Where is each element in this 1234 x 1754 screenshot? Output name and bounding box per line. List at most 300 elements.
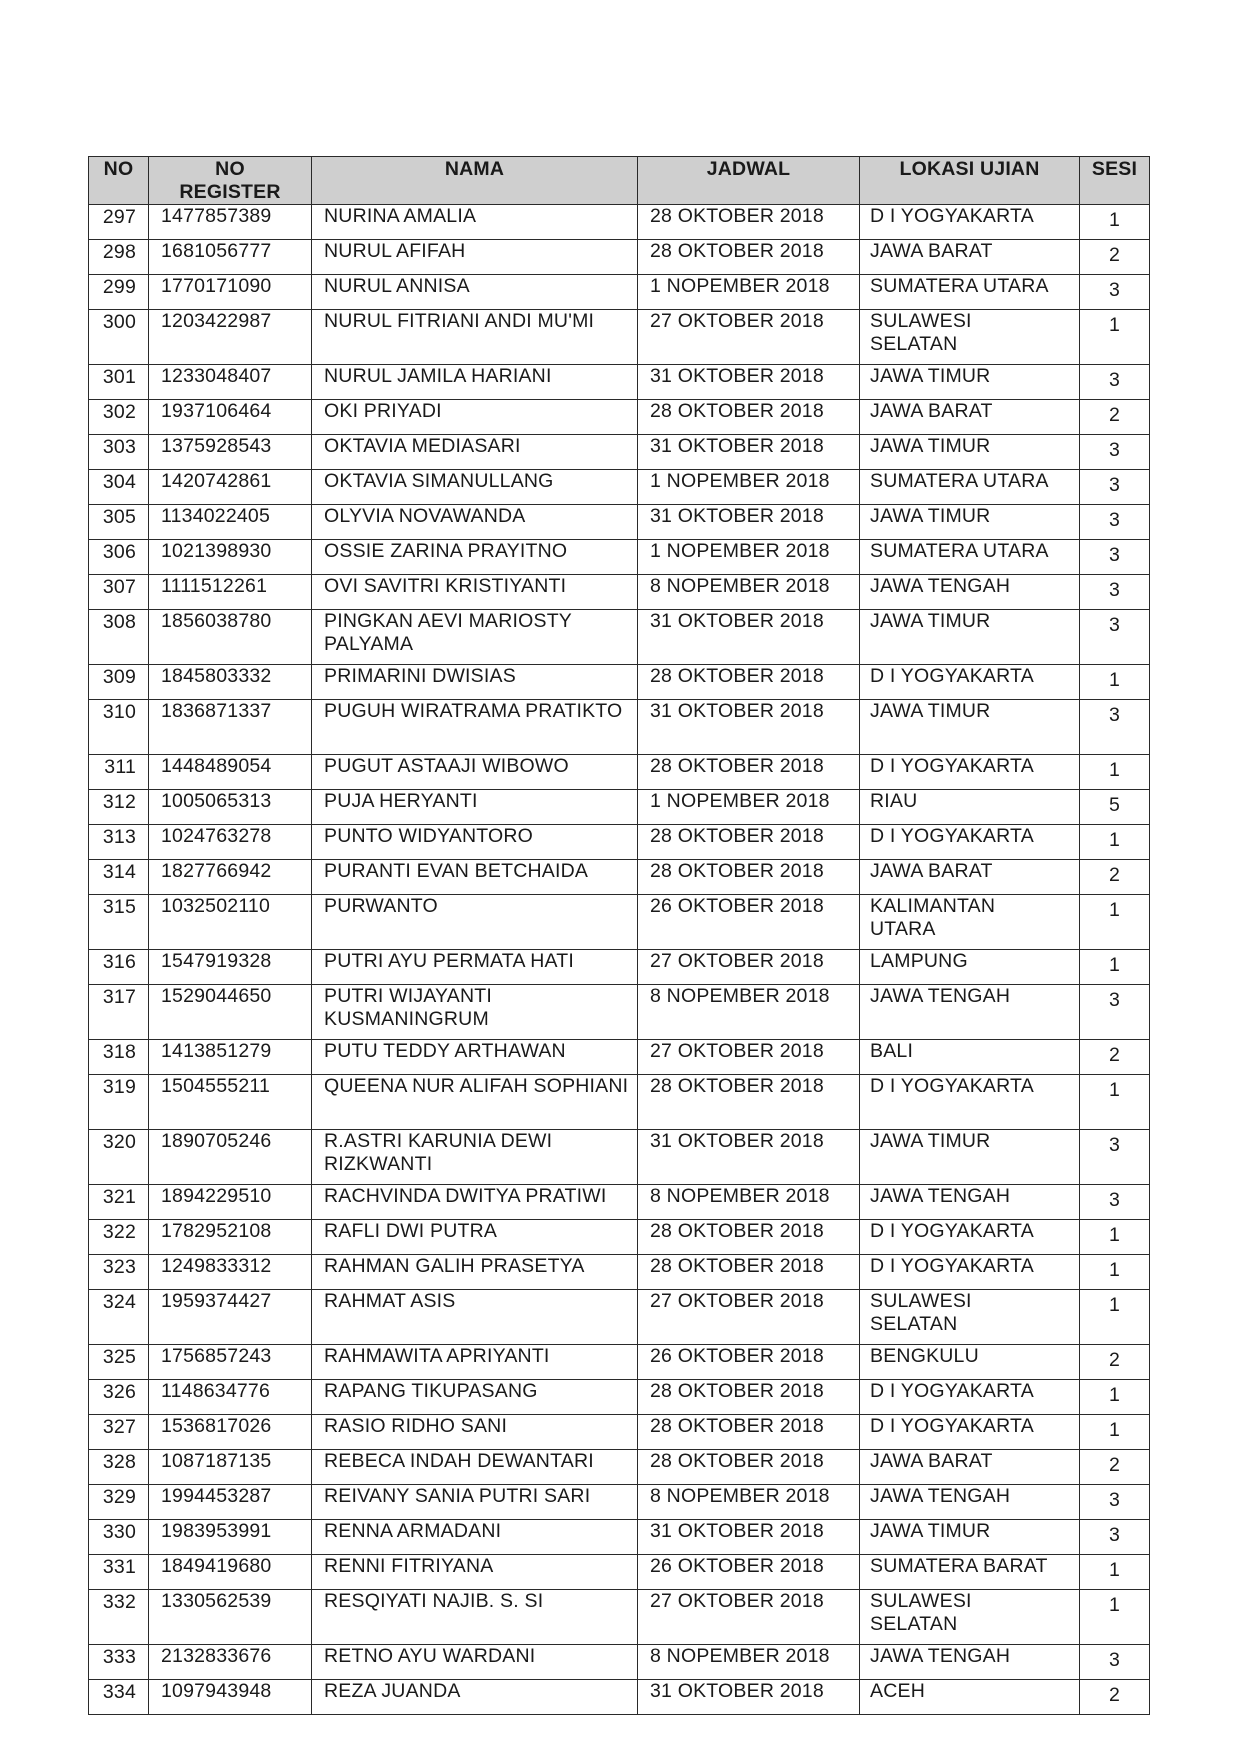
cell-nama: NURUL JAMILA HARIANI — [312, 365, 638, 400]
cell-no: 332 — [89, 1590, 149, 1645]
cell-nama: REZA JUANDA — [312, 1680, 638, 1715]
cell-lokasi-line: JAWA TIMUR — [870, 1130, 991, 1152]
cell-lokasi — [860, 950, 1080, 985]
cell-sesi: 3 — [1080, 700, 1150, 755]
cell-register: 1782952108 — [149, 1220, 312, 1255]
cell-nama: RAFLI DWI PUTRA — [312, 1220, 638, 1255]
cell-no: 309 — [89, 665, 149, 700]
cell-nama: PURWANTO — [312, 895, 638, 950]
cell-jadwal: 31 OKTOBER 2018 — [638, 1520, 860, 1555]
cell-lokasi-line: LAMPUNG — [870, 950, 968, 972]
cell-lokasi — [860, 1415, 1080, 1450]
cell-lokasi — [860, 755, 1080, 790]
table-row — [89, 1415, 1150, 1450]
cell-no: 323 — [89, 1255, 149, 1290]
cell-no: 303 — [89, 435, 149, 470]
cell-jadwal: 1 NOPEMBER 2018 — [638, 540, 860, 575]
header-register-line-2: REGISTER — [179, 181, 281, 203]
cell-no: 313 — [89, 825, 149, 860]
cell-register: 2132833676 — [149, 1645, 312, 1680]
cell-register: 1994453287 — [149, 1485, 312, 1520]
cell-register: 1856038780 — [149, 610, 312, 665]
cell-sesi: 1 — [1080, 825, 1150, 860]
table-row — [89, 240, 1150, 275]
cell-lokasi-line: SUMATERA UTARA — [870, 275, 1049, 297]
cell-register: 1770171090 — [149, 275, 312, 310]
cell-jadwal: 28 OKTOBER 2018 — [638, 1415, 860, 1450]
cell-nama: REIVANY SANIA PUTRI SARI — [312, 1485, 638, 1520]
cell-sesi: 1 — [1080, 1290, 1150, 1345]
cell-jadwal: 31 OKTOBER 2018 — [638, 505, 860, 540]
cell-jadwal: 1 NOPEMBER 2018 — [638, 470, 860, 505]
cell-lokasi-line: SULAWESI — [870, 1590, 972, 1612]
cell-lokasi-line: SELATAN — [870, 1313, 958, 1335]
cell-no: 331 — [89, 1555, 149, 1590]
cell-sesi: 3 — [1080, 540, 1150, 575]
cell-nama: NURUL ANNISA — [312, 275, 638, 310]
cell-lokasi-line: JAWA TIMUR — [870, 505, 991, 527]
cell-nama: RASIO RIDHO SANI — [312, 1415, 638, 1450]
cell-lokasi-line: SULAWESI — [870, 310, 972, 332]
cell-no: 314 — [89, 860, 149, 895]
cell-lokasi-line: JAWA TIMUR — [870, 1520, 991, 1542]
cell-sesi: 3 — [1080, 1645, 1150, 1680]
cell-lokasi — [860, 400, 1080, 435]
cell-register: 1849419680 — [149, 1555, 312, 1590]
cell-no: 321 — [89, 1185, 149, 1220]
cell-register: 1529044650 — [149, 985, 312, 1040]
table-row — [89, 505, 1150, 540]
cell-sesi: 3 — [1080, 505, 1150, 540]
cell-nama: RAHMAT ASIS — [312, 1290, 638, 1345]
cell-lokasi — [860, 1645, 1080, 1680]
cell-no: 333 — [89, 1645, 149, 1680]
cell-nama: OSSIE ZARINA PRAYITNO — [312, 540, 638, 575]
cell-lokasi — [860, 860, 1080, 895]
cell-lokasi — [860, 205, 1080, 240]
table-row — [89, 1040, 1150, 1075]
cell-register: 1021398930 — [149, 540, 312, 575]
cell-jadwal: 8 NOPEMBER 2018 — [638, 1485, 860, 1520]
cell-lokasi-line: BALI — [870, 1040, 914, 1062]
cell-sesi: 3 — [1080, 435, 1150, 470]
cell-lokasi-line: JAWA TIMUR — [870, 435, 991, 457]
cell-lokasi-line: D I YOGYAKARTA — [870, 1415, 1034, 1437]
cell-jadwal: 27 OKTOBER 2018 — [638, 1590, 860, 1645]
cell-lokasi-line: D I YOGYAKARTA — [870, 1220, 1034, 1242]
cell-jadwal: 1 NOPEMBER 2018 — [638, 275, 860, 310]
cell-sesi: 1 — [1080, 1220, 1150, 1255]
cell-no: 312 — [89, 790, 149, 825]
cell-lokasi — [860, 1520, 1080, 1555]
cell-sesi: 1 — [1080, 205, 1150, 240]
cell-register: 1413851279 — [149, 1040, 312, 1075]
cell-jadwal: 31 OKTOBER 2018 — [638, 700, 860, 755]
cell-lokasi — [860, 575, 1080, 610]
cell-lokasi-line: JAWA TENGAH — [870, 1185, 1011, 1207]
table-row — [89, 665, 1150, 700]
table-row — [89, 985, 1150, 1040]
cell-register: 1827766942 — [149, 860, 312, 895]
cell-nama: RENNI FITRIYANA — [312, 1555, 638, 1590]
table-row — [89, 610, 1150, 665]
cell-nama: PUGUT ASTAAJI WIBOWO — [312, 755, 638, 790]
cell-no: 325 — [89, 1345, 149, 1380]
cell-jadwal: 28 OKTOBER 2018 — [638, 860, 860, 895]
cell-sesi: 1 — [1080, 895, 1150, 950]
cell-jadwal: 8 NOPEMBER 2018 — [638, 1185, 860, 1220]
cell-sesi: 1 — [1080, 665, 1150, 700]
cell-no: 306 — [89, 540, 149, 575]
cell-lokasi-line: JAWA TIMUR — [870, 700, 991, 722]
cell-sesi: 1 — [1080, 310, 1150, 365]
cell-lokasi — [860, 895, 1080, 950]
cell-lokasi — [860, 1380, 1080, 1415]
cell-nama: NURUL AFIFAH — [312, 240, 638, 275]
cell-sesi: 5 — [1080, 790, 1150, 825]
cell-lokasi — [860, 470, 1080, 505]
cell-jadwal: 27 OKTOBER 2018 — [638, 310, 860, 365]
cell-jadwal: 26 OKTOBER 2018 — [638, 1345, 860, 1380]
table-row — [89, 540, 1150, 575]
cell-sesi: 3 — [1080, 275, 1150, 310]
cell-no: 324 — [89, 1290, 149, 1345]
cell-jadwal: 28 OKTOBER 2018 — [638, 400, 860, 435]
cell-nama: RENNA ARMADANI — [312, 1520, 638, 1555]
cell-sesi: 1 — [1080, 1255, 1150, 1290]
cell-nama: RAPANG TIKUPASANG — [312, 1380, 638, 1415]
cell-jadwal: 28 OKTOBER 2018 — [638, 240, 860, 275]
cell-nama: OKTAVIA SIMANULLANG — [312, 470, 638, 505]
cell-lokasi-line: D I YOGYAKARTA — [870, 825, 1034, 847]
table-row — [89, 205, 1150, 240]
cell-lokasi-line: SELATAN — [870, 333, 958, 355]
cell-lokasi-line: JAWA BARAT — [870, 400, 993, 422]
table-row — [89, 1345, 1150, 1380]
cell-jadwal: 28 OKTOBER 2018 — [638, 755, 860, 790]
cell-sesi: 1 — [1080, 1415, 1150, 1450]
cell-lokasi-line: D I YOGYAKARTA — [870, 205, 1034, 227]
cell-lokasi — [860, 435, 1080, 470]
cell-nama: PUJA HERYANTI — [312, 790, 638, 825]
cell-register: 1330562539 — [149, 1590, 312, 1645]
cell-jadwal: 26 OKTOBER 2018 — [638, 1555, 860, 1590]
table-row — [89, 700, 1150, 755]
cell-register: 1203422987 — [149, 310, 312, 365]
header-register — [149, 157, 312, 205]
cell-lokasi-line: JAWA BARAT — [870, 860, 993, 882]
cell-lokasi — [860, 665, 1080, 700]
cell-no: 302 — [89, 400, 149, 435]
cell-jadwal: 26 OKTOBER 2018 — [638, 895, 860, 950]
cell-no: 327 — [89, 1415, 149, 1450]
cell-nama: PUNTO WIDYANTORO — [312, 825, 638, 860]
cell-no: 298 — [89, 240, 149, 275]
cell-nama: RESQIYATI NAJIB. S. SI — [312, 1590, 638, 1645]
cell-register: 1148634776 — [149, 1380, 312, 1415]
cell-no: 311 — [89, 755, 149, 790]
header-jadwal: JADWAL — [638, 157, 860, 205]
cell-lokasi — [860, 1450, 1080, 1485]
cell-register: 1005065313 — [149, 790, 312, 825]
cell-sesi: 3 — [1080, 1485, 1150, 1520]
table-row — [89, 1485, 1150, 1520]
table-row — [89, 1075, 1150, 1130]
cell-jadwal: 27 OKTOBER 2018 — [638, 950, 860, 985]
table-row — [89, 470, 1150, 505]
cell-lokasi-line: SUMATERA UTARA — [870, 540, 1049, 562]
table-row — [89, 1220, 1150, 1255]
cell-register: 1249833312 — [149, 1255, 312, 1290]
header-nama: NAMA — [312, 157, 638, 205]
cell-no: 316 — [89, 950, 149, 985]
cell-nama: PUTRI WIJAYANTI KUSMANINGRUM — [312, 985, 638, 1040]
cell-no: 301 — [89, 365, 149, 400]
cell-lokasi-line: SUMATERA BARAT — [870, 1555, 1048, 1577]
cell-lokasi-line: D I YOGYAKARTA — [870, 1380, 1034, 1402]
cell-lokasi-line: JAWA BARAT — [870, 1450, 993, 1472]
cell-register: 1233048407 — [149, 365, 312, 400]
cell-lokasi — [860, 505, 1080, 540]
cell-sesi: 2 — [1080, 1040, 1150, 1075]
cell-lokasi-line: JAWA TENGAH — [870, 575, 1011, 597]
cell-no: 322 — [89, 1220, 149, 1255]
cell-sesi: 3 — [1080, 1520, 1150, 1555]
cell-nama: PUTU TEDDY ARTHAWAN — [312, 1040, 638, 1075]
cell-no: 329 — [89, 1485, 149, 1520]
cell-nama: REBECA INDAH DEWANTARI — [312, 1450, 638, 1485]
table-body — [89, 205, 1150, 1715]
cell-sesi: 3 — [1080, 985, 1150, 1040]
cell-sesi: 3 — [1080, 1185, 1150, 1220]
cell-sesi: 3 — [1080, 575, 1150, 610]
table-row — [89, 1185, 1150, 1220]
cell-nama: OVI SAVITRI KRISTIYANTI — [312, 575, 638, 610]
cell-no: 310 — [89, 700, 149, 755]
cell-no: 320 — [89, 1130, 149, 1185]
cell-nama: PUTRI AYU PERMATA HATI — [312, 950, 638, 985]
cell-lokasi — [860, 610, 1080, 665]
cell-lokasi — [860, 700, 1080, 755]
cell-lokasi — [860, 240, 1080, 275]
cell-sesi: 1 — [1080, 1380, 1150, 1415]
cell-lokasi-line: KALIMANTAN — [870, 895, 996, 917]
cell-register: 1983953991 — [149, 1520, 312, 1555]
cell-no: 308 — [89, 610, 149, 665]
cell-nama: RAHMAN GALIH PRASETYA — [312, 1255, 638, 1290]
cell-register: 1836871337 — [149, 700, 312, 755]
cell-nama: NURUL FITRIANI ANDI MU'MI — [312, 310, 638, 365]
table-row — [89, 365, 1150, 400]
cell-register: 1681056777 — [149, 240, 312, 275]
cell-nama: OKTAVIA MEDIASARI — [312, 435, 638, 470]
header-row — [89, 157, 1150, 205]
table-row — [89, 575, 1150, 610]
cell-jadwal: 31 OKTOBER 2018 — [638, 1680, 860, 1715]
table-row — [89, 825, 1150, 860]
cell-register: 1024763278 — [149, 825, 312, 860]
cell-sesi: 2 — [1080, 860, 1150, 895]
cell-jadwal: 28 OKTOBER 2018 — [638, 665, 860, 700]
table-row — [89, 755, 1150, 790]
cell-nama: PUGUH WIRATRAMA PRATIKTO — [312, 700, 638, 755]
table-row — [89, 275, 1150, 310]
cell-lokasi-line: JAWA TENGAH — [870, 1645, 1011, 1667]
cell-nama: PURANTI EVAN BETCHAIDA — [312, 860, 638, 895]
cell-register: 1477857389 — [149, 205, 312, 240]
table-row — [89, 1645, 1150, 1680]
cell-lokasi — [860, 1130, 1080, 1185]
cell-register: 1937106464 — [149, 400, 312, 435]
cell-jadwal: 28 OKTOBER 2018 — [638, 825, 860, 860]
cell-sesi: 1 — [1080, 950, 1150, 985]
table-row — [89, 1290, 1150, 1345]
cell-no: 334 — [89, 1680, 149, 1715]
cell-lokasi — [860, 1220, 1080, 1255]
cell-nama: NURINA AMALIA — [312, 205, 638, 240]
cell-jadwal: 8 NOPEMBER 2018 — [638, 1645, 860, 1680]
cell-register: 1536817026 — [149, 1415, 312, 1450]
cell-nama: PRIMARINI DWISIAS — [312, 665, 638, 700]
cell-lokasi-line: SELATAN — [870, 1613, 958, 1635]
cell-lokasi — [860, 825, 1080, 860]
cell-nama: RAHMAWITA APRIYANTI — [312, 1345, 638, 1380]
table-row — [89, 1520, 1150, 1555]
cell-no: 307 — [89, 575, 149, 610]
cell-lokasi-line: D I YOGYAKARTA — [870, 755, 1034, 777]
cell-nama: OLYVIA NOVAWANDA — [312, 505, 638, 540]
cell-no: 326 — [89, 1380, 149, 1415]
cell-nama: PINGKAN AEVI MARIOSTY PALYAMA — [312, 610, 638, 665]
cell-lokasi-line: RIAU — [870, 790, 918, 812]
cell-lokasi — [860, 1290, 1080, 1345]
cell-lokasi — [860, 1680, 1080, 1715]
cell-lokasi — [860, 1185, 1080, 1220]
cell-lokasi-line: JAWA TIMUR — [870, 365, 991, 387]
table-row — [89, 790, 1150, 825]
cell-register: 1756857243 — [149, 1345, 312, 1380]
cell-lokasi-line: D I YOGYAKARTA — [870, 665, 1034, 687]
cell-lokasi — [860, 540, 1080, 575]
cell-nama: QUEENA NUR ALIFAH SOPHIANI — [312, 1075, 638, 1130]
cell-lokasi-line: JAWA TENGAH — [870, 985, 1011, 1007]
cell-lokasi — [860, 1075, 1080, 1130]
table-row — [89, 400, 1150, 435]
cell-jadwal: 31 OKTOBER 2018 — [638, 1130, 860, 1185]
cell-lokasi — [860, 275, 1080, 310]
participant-table — [88, 156, 1150, 1715]
cell-register: 1097943948 — [149, 1680, 312, 1715]
cell-no: 299 — [89, 275, 149, 310]
cell-lokasi — [860, 1590, 1080, 1645]
table-row — [89, 1255, 1150, 1290]
cell-register: 1134022405 — [149, 505, 312, 540]
cell-no: 317 — [89, 985, 149, 1040]
cell-sesi: 1 — [1080, 1590, 1150, 1645]
table-row — [89, 1130, 1150, 1185]
cell-sesi: 2 — [1080, 240, 1150, 275]
cell-sesi: 3 — [1080, 1130, 1150, 1185]
cell-jadwal: 27 OKTOBER 2018 — [638, 1040, 860, 1075]
cell-lokasi-line: JAWA BARAT — [870, 240, 993, 262]
cell-register: 1087187135 — [149, 1450, 312, 1485]
table-row — [89, 1555, 1150, 1590]
cell-sesi: 2 — [1080, 1345, 1150, 1380]
table-row — [89, 950, 1150, 985]
cell-lokasi — [860, 365, 1080, 400]
cell-jadwal: 28 OKTOBER 2018 — [638, 1380, 860, 1415]
cell-sesi: 1 — [1080, 1555, 1150, 1590]
cell-register: 1894229510 — [149, 1185, 312, 1220]
cell-jadwal: 28 OKTOBER 2018 — [638, 1075, 860, 1130]
header-register-line-1: NO — [215, 158, 245, 180]
cell-lokasi-line: BENGKULU — [870, 1345, 979, 1367]
cell-sesi: 3 — [1080, 610, 1150, 665]
cell-sesi: 3 — [1080, 365, 1150, 400]
table-row — [89, 1450, 1150, 1485]
table-row — [89, 1680, 1150, 1715]
cell-jadwal: 31 OKTOBER 2018 — [638, 610, 860, 665]
cell-no: 300 — [89, 310, 149, 365]
cell-lokasi — [860, 1255, 1080, 1290]
cell-lokasi — [860, 310, 1080, 365]
cell-lokasi-line: SULAWESI — [870, 1290, 972, 1312]
table-row — [89, 310, 1150, 365]
cell-lokasi — [860, 985, 1080, 1040]
cell-register: 1547919328 — [149, 950, 312, 985]
cell-jadwal: 31 OKTOBER 2018 — [638, 365, 860, 400]
cell-lokasi-line: D I YOGYAKARTA — [870, 1075, 1034, 1097]
cell-jadwal: 27 OKTOBER 2018 — [638, 1290, 860, 1345]
cell-no: 304 — [89, 470, 149, 505]
table-row — [89, 895, 1150, 950]
cell-lokasi-line: JAWA TENGAH — [870, 1485, 1011, 1507]
cell-no: 297 — [89, 205, 149, 240]
cell-register: 1504555211 — [149, 1075, 312, 1130]
header-no: NO — [89, 157, 149, 205]
cell-sesi: 2 — [1080, 1450, 1150, 1485]
cell-register: 1890705246 — [149, 1130, 312, 1185]
cell-jadwal: 28 OKTOBER 2018 — [638, 205, 860, 240]
cell-no: 319 — [89, 1075, 149, 1130]
cell-jadwal: 28 OKTOBER 2018 — [638, 1450, 860, 1485]
cell-no: 315 — [89, 895, 149, 950]
cell-jadwal: 8 NOPEMBER 2018 — [638, 575, 860, 610]
cell-lokasi — [860, 1345, 1080, 1380]
cell-register: 1845803332 — [149, 665, 312, 700]
cell-no: 330 — [89, 1520, 149, 1555]
header-sesi: SESI — [1080, 157, 1150, 205]
cell-nama: RACHVINDA DWITYA PRATIWI — [312, 1185, 638, 1220]
cell-register: 1032502110 — [149, 895, 312, 950]
cell-jadwal: 1 NOPEMBER 2018 — [638, 790, 860, 825]
cell-register: 1959374427 — [149, 1290, 312, 1345]
cell-lokasi-line: JAWA TIMUR — [870, 610, 991, 632]
cell-lokasi — [860, 790, 1080, 825]
cell-sesi: 3 — [1080, 470, 1150, 505]
cell-lokasi — [860, 1485, 1080, 1520]
cell-sesi: 1 — [1080, 1075, 1150, 1130]
cell-lokasi-line: ACEH — [870, 1680, 925, 1702]
cell-register: 1375928543 — [149, 435, 312, 470]
cell-jadwal: 8 NOPEMBER 2018 — [638, 985, 860, 1040]
cell-sesi: 2 — [1080, 1680, 1150, 1715]
table-row — [89, 860, 1150, 895]
cell-nama: OKI PRIYADI — [312, 400, 638, 435]
cell-lokasi — [860, 1555, 1080, 1590]
cell-sesi: 2 — [1080, 400, 1150, 435]
cell-lokasi — [860, 1040, 1080, 1075]
